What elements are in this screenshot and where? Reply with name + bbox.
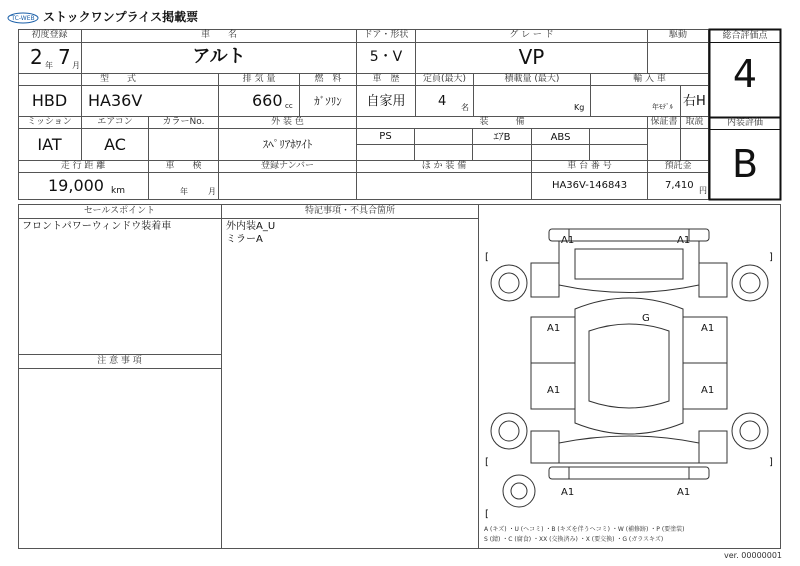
- label-notes: 特記事項・不具合箇所: [304, 206, 395, 216]
- rear-bumper: [549, 467, 709, 479]
- wheel-front-left: [491, 265, 527, 301]
- label-sales-point: セールスポイント: [83, 206, 156, 216]
- label-first-reg: 初度登録: [31, 30, 68, 40]
- grade-value: VP: [518, 45, 545, 69]
- equipment-cell-abs: ABS: [550, 132, 571, 143]
- mark-rear-left: A1: [561, 487, 575, 498]
- label-caution: 注 意 事 項: [97, 356, 142, 366]
- first-reg-month: 7: [58, 45, 71, 69]
- equipment-cell-airbag: ｴｱB: [493, 132, 511, 143]
- inspection-month-unit: 月: [208, 187, 216, 196]
- bracket-right-front: ]: [769, 252, 773, 263]
- mark-rear-right: A1: [677, 487, 691, 498]
- label-door-shape: ドア・形状: [363, 30, 409, 40]
- label-mission: ミッション: [27, 117, 72, 127]
- car-name-value: アルト: [192, 46, 246, 67]
- bracket-left-front: [: [485, 252, 489, 263]
- car-diagram: [479, 205, 780, 548]
- right-front-fender: [699, 263, 727, 297]
- bracket-right-rear: ]: [769, 457, 773, 468]
- capacity-value: 4: [438, 94, 447, 109]
- import-handle: 右H: [683, 94, 706, 109]
- roof: [589, 324, 669, 408]
- equipment-cell-1: PS: [379, 131, 392, 142]
- wheel-front-right: [732, 265, 768, 301]
- first-reg-year-unit: 年: [45, 61, 53, 70]
- interior-score-value: B: [731, 142, 759, 186]
- label-aircon: エアコン: [97, 117, 133, 127]
- mark-front-right: A1: [677, 235, 691, 246]
- price-unit: 円: [699, 186, 707, 195]
- price-value: 7,410: [665, 180, 694, 191]
- label-equipment: 装 備: [479, 117, 525, 127]
- bracket-left-rear: [: [485, 457, 489, 468]
- label-history: 車 歴: [372, 74, 400, 84]
- wheel-rear-right: [732, 413, 768, 449]
- cabin: [575, 298, 683, 434]
- label-grade: グ レ ー ド: [509, 30, 554, 40]
- label-import: 輸 入 車: [633, 74, 666, 84]
- back-door: [559, 436, 699, 463]
- label-plate: 登録ナンバー: [261, 161, 314, 171]
- left-rear-quarter: [531, 431, 559, 463]
- mark-right-front-door: A1: [701, 323, 715, 334]
- inspection-year-unit: 年: [180, 187, 188, 196]
- label-price: 預託金: [664, 161, 692, 171]
- aircon-value: AC: [104, 135, 126, 154]
- label-drive: 駆動: [668, 30, 687, 40]
- notes-line-1: 外内装A_U: [226, 221, 276, 232]
- mark-right-rear-door: A1: [701, 385, 715, 396]
- displacement-unit: cc: [285, 102, 293, 110]
- label-mileage: 走 行 距 離: [60, 161, 106, 171]
- label-total-score: 総合評価点: [722, 31, 768, 41]
- spare-tire: [503, 475, 535, 507]
- door-value: 5・V: [369, 49, 403, 65]
- label-fuel: 燃 料: [314, 74, 342, 84]
- label-other-equipment: ほ か 装 備: [421, 161, 467, 171]
- logo-text: TC-WEB: [11, 15, 35, 22]
- label-displacement: 排 気 量: [242, 74, 276, 84]
- legend-line-2: S (錆) ・C (腐食) ・XX (交換済み) ・X (要交換) ・G (ガラスキズ): [484, 536, 664, 543]
- left-front-fender: [531, 263, 559, 297]
- model-value: HA36V: [88, 91, 143, 110]
- notes-line-2: ミラーA: [226, 234, 263, 245]
- sales-point-text: フロントパワーウィンドウ装着車: [22, 221, 172, 232]
- label-inspection: 車 検: [165, 161, 202, 171]
- mileage-value: 19,000: [48, 176, 104, 195]
- load-unit: Kg: [574, 103, 585, 112]
- mark-left-front-door: A1: [547, 323, 561, 334]
- page-title: ストックワンプライス掲載票: [43, 10, 199, 24]
- label-load: 積載量 (最大): [504, 74, 560, 84]
- label-exterior-color: 外 装 色: [271, 117, 304, 127]
- label-model: 型 式: [99, 74, 136, 84]
- history-value: 自家用: [366, 94, 406, 109]
- wheel-rear-left: [491, 413, 527, 449]
- mark-roof: G: [642, 313, 650, 324]
- model-prefix: HBD: [31, 91, 68, 110]
- label-chassis-no: 車 台 番 号: [567, 161, 612, 171]
- total-score-value: 4: [732, 52, 758, 96]
- label-car-name: 車 名: [200, 30, 237, 40]
- displacement-value: 660: [252, 91, 283, 110]
- exterior-color-value: ｽﾍﾟﾘｱﾎﾜｲﾄ: [262, 138, 313, 151]
- mark-front-left: A1: [561, 235, 575, 246]
- chassis-no-value: HA36V-146843: [551, 180, 628, 191]
- import-year: 年ﾓﾃﾞﾙ: [652, 103, 673, 111]
- label-manual: 取説: [685, 117, 704, 127]
- label-color-no: カラーNo.: [162, 117, 205, 127]
- fuel-value: ｶﾞｿﾘﾝ: [314, 95, 342, 108]
- first-reg-month-unit: 月: [72, 61, 80, 70]
- label-warranty: 保証書: [650, 117, 678, 127]
- bracket-bottom-left: [: [485, 509, 489, 520]
- label-capacity: 定員(最大): [422, 74, 467, 84]
- legend-line-1: A (キズ) ・U (ヘコミ) ・B (キズを伴うヘコミ) ・W (補修跡) ・P (要塗装): [484, 526, 685, 533]
- first-reg-year: 2: [30, 45, 43, 69]
- right-rear-quarter: [699, 431, 727, 463]
- mileage-unit: km: [111, 186, 125, 196]
- version-label: ver. 00000001: [724, 551, 783, 560]
- mission-value: IAT: [37, 135, 62, 154]
- label-interior-score: 内装評価: [726, 118, 763, 128]
- capacity-unit: 名: [461, 103, 469, 112]
- mark-left-rear-door: A1: [547, 385, 561, 396]
